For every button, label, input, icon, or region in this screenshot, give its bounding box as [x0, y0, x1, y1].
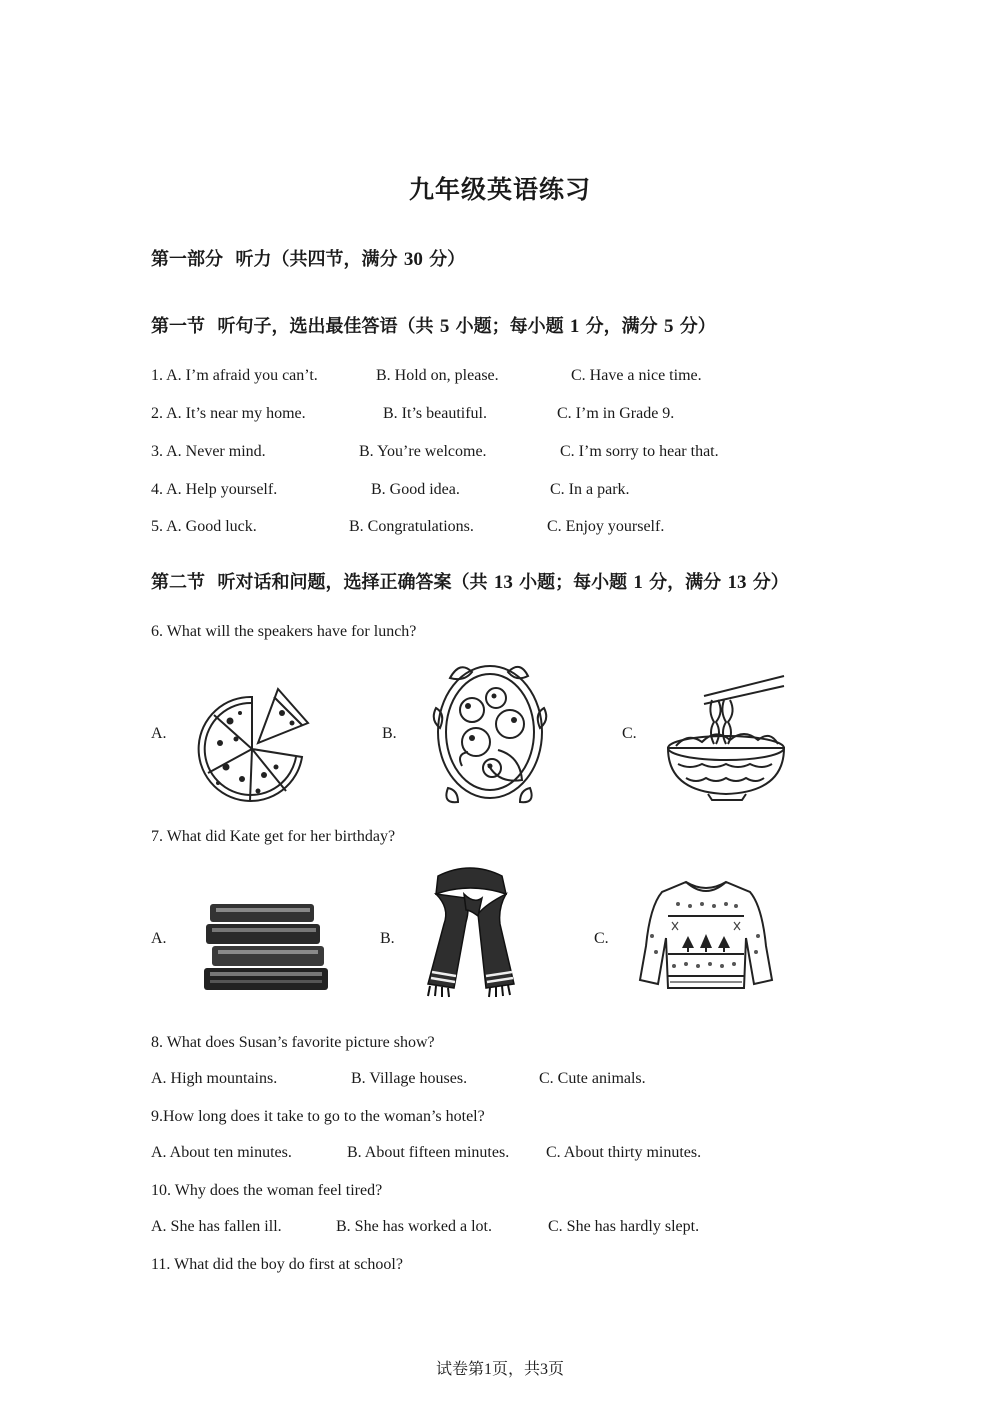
- section2-text4: 分）: [752, 572, 789, 593]
- q1-option-a: 1. A. I’m afraid you can’t.: [151, 367, 318, 384]
- q6-question: 6. What will the speakers have for lunch?: [151, 623, 417, 640]
- q6-label-a: A.: [151, 725, 167, 742]
- section1-text2: 小题；每小题: [455, 316, 564, 337]
- q2-option-a: 2. A. It’s near my home.: [151, 405, 306, 422]
- q5-option-b: B. Congratulations.: [349, 518, 474, 535]
- noodles-icon: [664, 672, 788, 802]
- q1-option-c: C. Have a nice time.: [571, 367, 702, 384]
- q2-option-c: C. I’m in Grade 9.: [557, 405, 675, 422]
- section2-label: 第二节: [151, 572, 205, 593]
- q7-label-a: A.: [151, 930, 167, 947]
- pizza-icon: [190, 683, 312, 809]
- q11-question: 11. What did the boy do first at school?: [151, 1256, 403, 1273]
- q8-option-c: C. Cute animals.: [539, 1070, 646, 1087]
- q1-option-b: B. Hold on, please.: [376, 367, 499, 384]
- q5-option-a: 5. A. Good luck.: [151, 518, 257, 535]
- section2-each: 1: [633, 572, 643, 593]
- section1-heading: [151, 312, 716, 338]
- footer-text1: 试卷第: [435, 1359, 484, 1378]
- footer-total: 3: [540, 1361, 548, 1378]
- q6-label-b: B.: [382, 725, 397, 742]
- section2-heading: [151, 568, 789, 594]
- q8-option-a: A. High mountains.: [151, 1070, 278, 1087]
- part1-heading: [151, 245, 465, 271]
- section1-label: 第一节: [151, 316, 205, 337]
- q7-label-b: B.: [380, 930, 395, 947]
- footer-page: 1: [483, 1361, 492, 1378]
- q7-question: 7. What did Kate get for her birthday?: [151, 828, 396, 845]
- section2-text3: 分，满分: [649, 572, 722, 593]
- section1-text4: 分）: [679, 316, 716, 337]
- page-footer: [0, 1356, 1000, 1379]
- part1-label: 第一部分: [151, 249, 223, 270]
- section1-text: 听句子，选出最佳答语（共: [217, 316, 434, 337]
- section2-text2: 小题；每小题: [519, 572, 628, 593]
- section1-each: 1: [569, 316, 580, 337]
- section2-total: 13: [727, 572, 747, 593]
- q9-option-b: B. About fifteen minutes.: [347, 1144, 510, 1161]
- q10-option-a: A. She has fallen ill.: [151, 1218, 282, 1235]
- q9-option-c: C. About thirty minutes.: [546, 1144, 702, 1161]
- q9-question: 9.How long does it take to go to the woman’s hotel?: [151, 1108, 485, 1125]
- q3-option-c: C. I’m sorry to hear that.: [560, 443, 719, 460]
- sweater-icon: [638, 876, 774, 996]
- q10-question: 10. Why does the woman feel tired?: [151, 1182, 383, 1199]
- part1-score: 30: [403, 249, 423, 270]
- q7-label-c: C.: [594, 930, 609, 947]
- q2-option-b: B. It’s beautiful.: [383, 405, 487, 422]
- q6-label-c: C.: [622, 725, 637, 742]
- salad-icon: [432, 658, 548, 804]
- footer-text3: 页: [548, 1359, 565, 1378]
- section1-count: 5: [439, 316, 450, 337]
- q4-option-a: 4. A. Help yourself.: [151, 481, 278, 498]
- page-title: 九年级英语练习: [408, 175, 591, 204]
- section2-count: 13: [493, 572, 513, 593]
- section1-text3: 分，满分: [585, 316, 658, 337]
- q4-option-c: C. In a park.: [550, 481, 630, 498]
- q8-question: 8. What does Susan’s favorite picture show?: [151, 1034, 435, 1051]
- q4-option-b: B. Good idea.: [371, 481, 460, 498]
- q3-option-b: B. You’re welcome.: [359, 443, 487, 460]
- books-icon: [202, 900, 332, 992]
- part1-desc-end: 分）: [429, 249, 466, 270]
- section1-total: 5: [663, 316, 674, 337]
- q8-option-b: B. Village houses.: [351, 1070, 468, 1087]
- footer-text2: 页，共: [491, 1359, 540, 1378]
- q5-option-c: C. Enjoy yourself.: [547, 518, 665, 535]
- q3-option-a: 3. A. Never mind.: [151, 443, 266, 460]
- scarf-icon: [414, 864, 528, 998]
- q9-option-a: A. About ten minutes.: [151, 1144, 292, 1161]
- q10-option-c: C. She has hardly slept.: [548, 1218, 700, 1235]
- q10-option-b: B. She has worked a lot.: [336, 1218, 492, 1235]
- part1-desc: 听力（共四节，满分: [235, 249, 398, 270]
- section2-text: 听对话和问题，选择正确答案（共: [217, 572, 488, 593]
